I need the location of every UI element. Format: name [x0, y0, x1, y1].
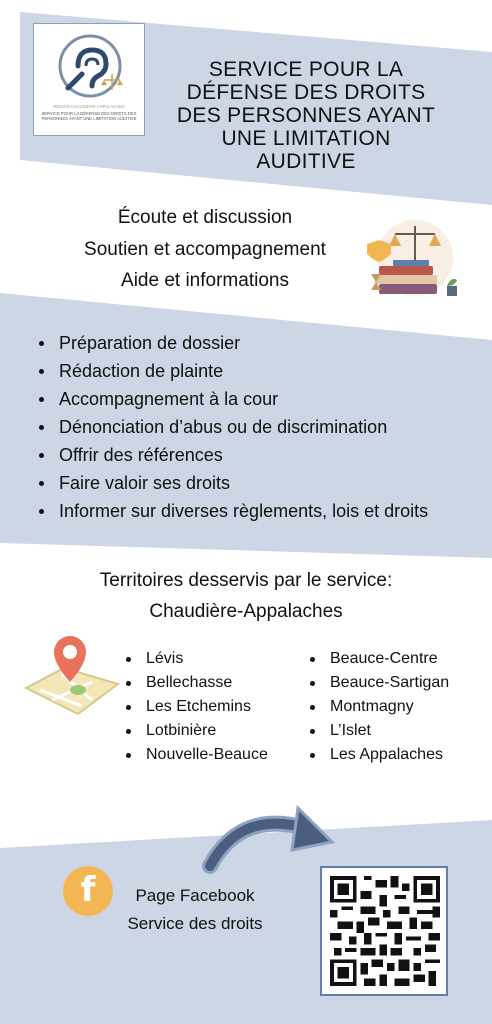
hearing-justice-logo-icon: [34, 26, 146, 108]
title-line: DÉFENSE DES DROITS: [186, 81, 426, 104]
list-item: Les Appalaches: [330, 743, 449, 767]
list-item: Accompagnement à la cour: [59, 385, 428, 413]
list-item: Beauce-Sartigan: [330, 671, 449, 695]
list-item: Préparation de dossier: [59, 329, 428, 357]
list-item: Montmagny: [330, 695, 449, 719]
list-item: Rédaction de plainte: [59, 357, 428, 385]
list-item: Nouvelle-Beauce: [146, 743, 268, 767]
intro-line: Aide et informations: [121, 270, 289, 291]
facebook-letter: f: [80, 870, 96, 910]
list-item: Dénonciation d’abus ou de discrimination: [59, 413, 428, 441]
facebook-page-link[interactable]: Page Facebook: [135, 886, 255, 905]
list-item: Beauce-Centre: [330, 647, 449, 671]
intro-line: Soutien et accompagnement: [84, 239, 326, 260]
territories-list-left: [146, 647, 268, 767]
list-item: Faire valoir ses droits: [59, 469, 428, 497]
facebook-icon[interactable]: [63, 866, 113, 916]
law-books-scale-icon: [365, 218, 465, 308]
region-name: Chaudière-Appalaches: [149, 601, 343, 622]
territories-title: Territoires desservis par le service:: [99, 570, 393, 591]
organization-logo: [33, 23, 145, 136]
logo-name-line-2: PERSONNES AYANT UNE LIMITATION AUDITIVE: [41, 116, 137, 121]
list-item: Bellechasse: [146, 671, 268, 695]
list-item: Informer sur diverses règlements, lois et droits: [59, 497, 428, 525]
territories-list-right: [330, 647, 449, 767]
map-pin-icon: [22, 630, 122, 725]
facebook-page-name[interactable]: Service des droits: [127, 914, 263, 933]
title-line: UNE LIMITATION: [221, 127, 391, 150]
list-item: Les Etchemins: [146, 695, 268, 719]
page-title: [160, 58, 452, 173]
services-list: [59, 329, 428, 525]
title-line: AUDITIVE: [256, 150, 356, 173]
logo-name-line-1: SERVICE POUR LA DÉFENSE DES DROITS DES: [41, 111, 137, 116]
list-item: Offrir des références: [59, 441, 428, 469]
qr-code-frame[interactable]: [320, 866, 448, 996]
intro-line: Écoute et discussion: [117, 207, 293, 228]
title-line: SERVICE POUR LA: [208, 58, 404, 81]
list-item: Lévis: [146, 647, 268, 671]
logo-region-text: RÉGION CHAUDIÈRE-APPALACHES: [53, 104, 125, 109]
title-line: DES PERSONNES AYANT: [176, 104, 436, 127]
list-item: L’Islet: [330, 719, 449, 743]
qr-code-icon: [330, 876, 440, 986]
list-item: Lotbinière: [146, 719, 268, 743]
